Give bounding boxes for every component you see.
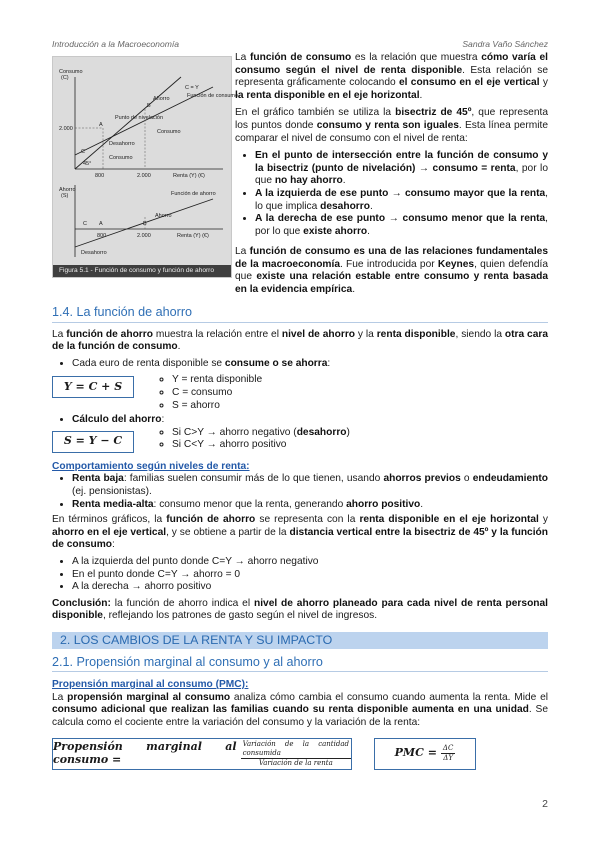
- bottom-ylabel: Ahorro: [59, 187, 76, 193]
- pmc-eq-r-denominator: ΔY: [443, 754, 453, 763]
- bold-text: A la derecha de ese punto → consumo menor que la renta: [255, 213, 546, 225]
- keynes-paragraph-wrap: [52, 246, 548, 300]
- text-run: , quien defendía que: [235, 258, 548, 283]
- top-ahorro: Ahorro: [153, 96, 170, 102]
- section-2: [52, 632, 548, 770]
- figure-caption: Figura 5.1 - Función de consumo y función de ahorro: [53, 265, 231, 277]
- bottom-xlabel: Renta (Y) (€): [177, 233, 209, 239]
- graphic-item-equal: • En el punto donde C=Y → ahorro = 0: [72, 569, 548, 582]
- top-pt-c: C: [81, 149, 85, 155]
- pmc-eq-left: Propensión marginal al consumo =: [53, 739, 237, 766]
- section-title-1-4: 1.4. La función de ahorro: [52, 306, 548, 323]
- intro-bullet-list: [235, 150, 548, 238]
- bold-text: la renta disponible en el eje horizontal: [235, 89, 420, 101]
- text-run: . Fue introducida por: [339, 258, 438, 270]
- bold-text: propensión marginal al consumo: [67, 691, 231, 703]
- intro-paragraph-2: [235, 107, 548, 145]
- bold-text: existe ahorro: [303, 225, 368, 237]
- text-run: , por lo que: [255, 162, 548, 187]
- pmc-eq-denominator: Variación de la renta: [258, 758, 333, 767]
- header-author: Sandra Vaño Sánchez: [462, 39, 548, 49]
- text-run: y: [539, 77, 548, 89]
- text-run: .: [420, 498, 424, 510]
- text-run: . Esta línea permite comparar el nivel de consumo con el nivel de renta:: [235, 119, 548, 144]
- top-point-label: Punto de nivelación: [115, 115, 164, 121]
- text-run: ): [346, 426, 350, 438]
- bottom-pt-b: B: [143, 221, 147, 227]
- bold-text: consumo adicional que realizan las familias cuando su renta disponible aumenta en una unidad: [52, 704, 529, 716]
- graphic-item-right: • A la derecha → ahorro positivo: [72, 581, 548, 594]
- pmc-equation-words: [52, 738, 352, 770]
- text-run: :: [161, 414, 165, 426]
- bold-text: ahorro en el eje vertical: [52, 526, 167, 538]
- text-run: y la: [355, 328, 377, 340]
- bold-text: cómo varía el consumo según el nivel de renta disponible: [235, 52, 548, 76]
- bold-text: Conclusión:: [52, 597, 111, 609]
- text-run: .: [177, 341, 181, 353]
- pmc-eq-numerator: Variación de la cantidad consumida: [242, 739, 349, 757]
- behaviour-mid: [72, 499, 548, 512]
- eq1-legend-s: ◦ S = ahorro: [172, 400, 262, 413]
- bold-text: función de consumo es una de las relaciones fundamentales de la macroeconomía: [235, 246, 548, 270]
- equation-s-y-c: S = Y − C: [52, 431, 134, 453]
- text-run: En el gráfico también se utiliza la: [235, 107, 396, 119]
- bold-text: Renta media-alta: [72, 498, 154, 510]
- text-run: La: [235, 52, 250, 63]
- text-run: se representa con la: [255, 514, 360, 526]
- text-run: La: [52, 691, 68, 703]
- text-run: es la relación que muestra: [351, 52, 482, 63]
- conclusion-paragraph: [52, 598, 548, 623]
- intro-bullet-3: [255, 213, 548, 238]
- text-run: , siendo la: [455, 328, 505, 340]
- text-run: .: [352, 283, 356, 295]
- savings-bullets-1: [52, 358, 548, 371]
- text-run: , que representa los puntos donde: [235, 107, 548, 131]
- bold-text: nivel de ahorro: [281, 328, 356, 340]
- pmc-equation-symbols: [374, 738, 476, 770]
- top-xlabel: Renta (Y) (€): [173, 173, 205, 179]
- pmc-eq-right: PMC =: [394, 746, 437, 760]
- top-45: 45°: [83, 161, 92, 167]
- text-run: .: [367, 225, 370, 237]
- bottom-ahorro: Ahorro: [155, 213, 172, 219]
- behaviour-low: [72, 473, 548, 498]
- section-1-4: [52, 306, 548, 627]
- bold-text: función de ahorro: [66, 328, 153, 340]
- bottom-line-label: Función de ahorro: [171, 191, 216, 197]
- bottom-xtick-1: 800: [97, 233, 107, 239]
- bold-text: consume o se ahorra: [224, 357, 328, 369]
- text-run: . Esta relación se representa gráficamente colocando: [235, 64, 548, 89]
- pmc-title: Propensión marginal al consumo (PMC):: [52, 679, 249, 691]
- bold-text: consumo y renta son iguales: [316, 119, 459, 131]
- bottom-desahorro: Desahorro: [81, 250, 107, 256]
- top-line-cy: C = Y: [185, 85, 199, 91]
- header-course-title: Introducción a la Macroeconomía: [52, 39, 180, 49]
- text-run: , y se obtiene a partir de la: [166, 526, 290, 538]
- bold-text: bisectriz de 45º: [395, 107, 472, 119]
- page-number: 2: [542, 798, 548, 810]
- graphic-item-left: • A la izquierda del punto donde C=Y → ahorro negativo: [72, 556, 548, 569]
- text-run: : familias suelen consumir más de lo que tienen, usando: [123, 473, 384, 485]
- pmc-eq-r-numerator: ΔC: [442, 744, 454, 753]
- pmc-equations: [52, 738, 548, 770]
- bold-text: renta disponible: [376, 328, 456, 340]
- bold-text: el consumo en el eje vertical: [398, 77, 540, 89]
- intro-paragraph-1: [235, 52, 548, 102]
- bottom-pt-a: A: [99, 221, 103, 227]
- eq2-legend: [156, 427, 350, 452]
- text-run: la función de ahorro indica el: [110, 597, 254, 609]
- top-desahorro: Desahorro: [109, 141, 135, 147]
- top-pt-b: B: [147, 103, 151, 109]
- text-run: En términos gráficos, la: [52, 514, 167, 526]
- bottom-yunit: (S): [61, 193, 69, 199]
- bold-text: desahorro: [296, 426, 347, 438]
- text-run: : consumo menor que la renta, generando: [153, 498, 347, 510]
- bold-text: Keynes: [437, 258, 475, 270]
- bold-text: renta disponible en el eje horizontal: [359, 514, 539, 526]
- top-ytick: 2.000: [59, 126, 73, 132]
- savings-bullets-2: [52, 414, 548, 427]
- pmc-eq-fraction: [241, 740, 351, 768]
- bold-text: ahorro positivo: [346, 498, 421, 510]
- section-title-2-1: 2.1. Propensión marginal al consumo y al ahorro: [52, 656, 548, 673]
- text-run: .: [369, 200, 373, 212]
- text-run: analiza cómo cambia el consumo cuando aumenta la renta. Mide el: [230, 691, 548, 703]
- text-run: La: [235, 246, 250, 257]
- keynes-paragraph: [52, 246, 548, 296]
- eq2-legend-pos: [172, 439, 350, 452]
- intro-bullet-2: [255, 188, 548, 213]
- top-yunit: (C): [61, 75, 69, 81]
- text-run: Cada euro de renta disponible se: [72, 357, 225, 369]
- top-consumo-b: Consumo: [109, 155, 133, 161]
- top-line-consumption: Función de consumo: [187, 93, 239, 99]
- text-run: , reflejando los patrones de gasto según el nivel de ingresos.: [102, 610, 378, 622]
- bold-text: Renta baja: [72, 473, 124, 485]
- text-run: , lo que implica: [255, 187, 548, 212]
- text-run: La: [52, 328, 67, 340]
- behaviour-list: [52, 473, 548, 511]
- text-run: .: [419, 89, 423, 101]
- text-run: .: [342, 175, 346, 187]
- intro-bullet-1: [255, 150, 548, 188]
- eq2-legend-neg: [172, 427, 350, 440]
- bottom-xtick-2: 2.000: [137, 233, 151, 239]
- bold-text: A la izquierda de ese punto → consumo mayor que la renta: [255, 187, 546, 199]
- graphic-list: [52, 556, 548, 594]
- text-run: (ej. pensionistas).: [72, 485, 152, 497]
- section-title-2: 2. LOS CAMBIOS DE LA RENTA Y SU IMPACTO: [52, 632, 548, 649]
- eq1-row: [52, 374, 548, 412]
- top-pt-a: A: [99, 122, 103, 128]
- top-ylabel: Consumo: [59, 69, 83, 75]
- eq1-legend-y: ◦ Y = renta disponible: [172, 374, 262, 387]
- behaviour-title: Comportamiento según niveles de renta:: [52, 460, 250, 472]
- bold-text: otra cara de la función de consumo: [52, 328, 549, 353]
- text-run: muestra la relación entre el: [152, 328, 282, 340]
- bold-text: desahorro: [320, 200, 370, 212]
- savings-def-paragraph: [52, 329, 548, 354]
- savings-bullet-consume: [72, 358, 548, 371]
- consumption-savings-figure: [52, 56, 239, 278]
- bold-text: ahorros previos: [383, 473, 461, 485]
- bold-text: existe una relación estable entre consumo y renta basada en la evidencia empírica: [235, 271, 548, 295]
- top-consumo-a: Consumo: [157, 129, 181, 135]
- bold-text: nivel de ahorro planeado para cada nivel de renta personal disponible: [52, 597, 549, 622]
- pmc-eq-r-fraction: [441, 744, 455, 763]
- eq2-row: [52, 427, 548, 453]
- bold-text: distancia vertical entre la bisectriz de 45º y la función de consumo: [52, 526, 548, 551]
- eq1-legend-c: ◦ C = consumo: [172, 387, 262, 400]
- text-run: y: [538, 514, 548, 526]
- pmc-paragraph: [52, 692, 548, 730]
- bold-text: función de ahorro: [166, 514, 256, 526]
- equation-y-c-s: Y = C + S: [52, 376, 134, 398]
- top-xtick-2: 2.000: [137, 173, 151, 179]
- text-run: :: [327, 357, 331, 369]
- bold-text: endeudamiento: [472, 473, 548, 485]
- text-run: Si C<Y → ahorro positivo: [172, 439, 287, 451]
- savings-bullet-calc: [72, 414, 548, 427]
- graphic-terms-paragraph: [52, 514, 548, 552]
- text-run: , por lo que: [255, 213, 548, 237]
- figure-graphs: [53, 57, 239, 265]
- top-xtick-1: 800: [95, 173, 105, 179]
- bold-text: Cálculo del ahorro: [72, 414, 162, 426]
- text-run: . Se calcula como el cociente entre la variación del consumo y la variación de la renta:: [52, 704, 548, 728]
- bold-text: no hay ahorro: [274, 175, 343, 187]
- bottom-pt-c: C: [83, 221, 87, 227]
- eq1-legend: [156, 374, 262, 412]
- intro-column: [235, 52, 548, 238]
- text-run: Si C>Y → ahorro negativo (: [172, 426, 297, 438]
- text-run: o: [460, 473, 473, 485]
- bold-text: En el punto de intersección entre la función de consumo y la bisectriz (punto de nivelación) → consumo = renta: [255, 150, 548, 174]
- text-run: :: [112, 539, 115, 551]
- bold-text: función de consumo: [249, 52, 352, 63]
